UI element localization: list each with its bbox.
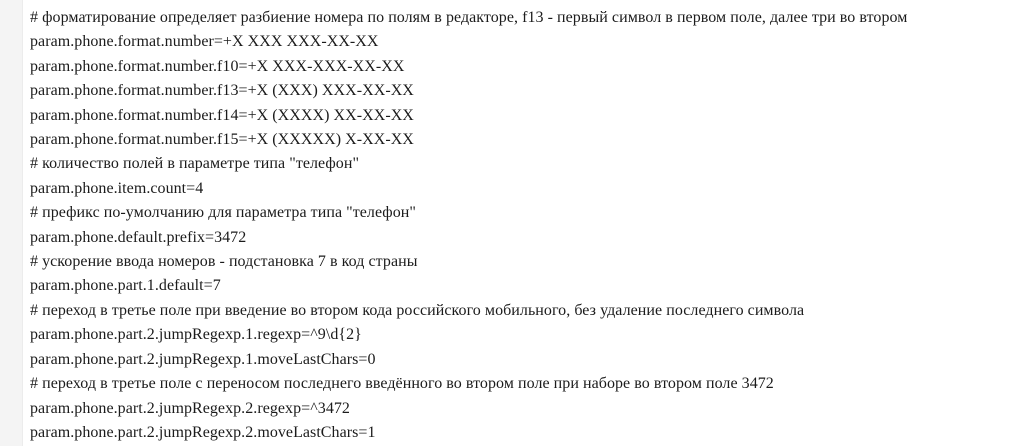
code-line: param.phone.format.number=+X XXX XXX-XX-XX bbox=[30, 33, 379, 51]
left-gutter bbox=[0, 0, 23, 446]
code-line: param.phone.part.1.default=7 bbox=[30, 277, 221, 295]
code-line: param.phone.part.2.jumpRegexp.2.regexp=^3472 bbox=[30, 399, 350, 417]
code-body bbox=[30, 6, 1025, 445]
code-line: param.phone.format.number.f15=+X (XXXXX) X-XX-XX bbox=[30, 131, 414, 149]
code-line: # ускорение ввода номеров - подстановка 7 в код страны bbox=[30, 253, 418, 271]
code-line: param.phone.default.prefix=3472 bbox=[30, 228, 247, 246]
code-line: # количество полей в параметре типа "телефон" bbox=[30, 155, 360, 173]
code-line: param.phone.format.number.f10=+X XXX-XXX-XX-XX bbox=[30, 57, 405, 75]
code-line: # переход в третье поле с переносом последнего введённого во втором поле при наборе во втором поле 3472 bbox=[30, 375, 774, 393]
code-line: # префикс по-умолчанию для параметра типа "телефон" bbox=[30, 204, 416, 222]
code-line: param.phone.part.2.jumpRegexp.1.moveLastChars=0 bbox=[30, 350, 376, 368]
code-line: # переход в третье поле при введение во втором кода российского мобильного, без удаление последнего символа bbox=[30, 301, 805, 319]
code-line: param.phone.part.2.jumpRegexp.1.regexp=^9\d{2} bbox=[30, 326, 362, 344]
code-line: param.phone.format.number.f13=+X (XXX) XXX-XX-XX bbox=[30, 82, 414, 100]
code-line: param.phone.format.number.f14=+X (XXXX) XX-XX-XX bbox=[30, 106, 414, 124]
code-line: # форматирование определяет разбиение номера по полям в редакторе, f13 - первый символ в первом поле, далее три во втором bbox=[30, 9, 908, 26]
code-line: param.phone.part.2.jumpRegexp.2.moveLastChars=1 bbox=[30, 423, 376, 441]
code-line: param.phone.item.count=4 bbox=[30, 179, 204, 197]
